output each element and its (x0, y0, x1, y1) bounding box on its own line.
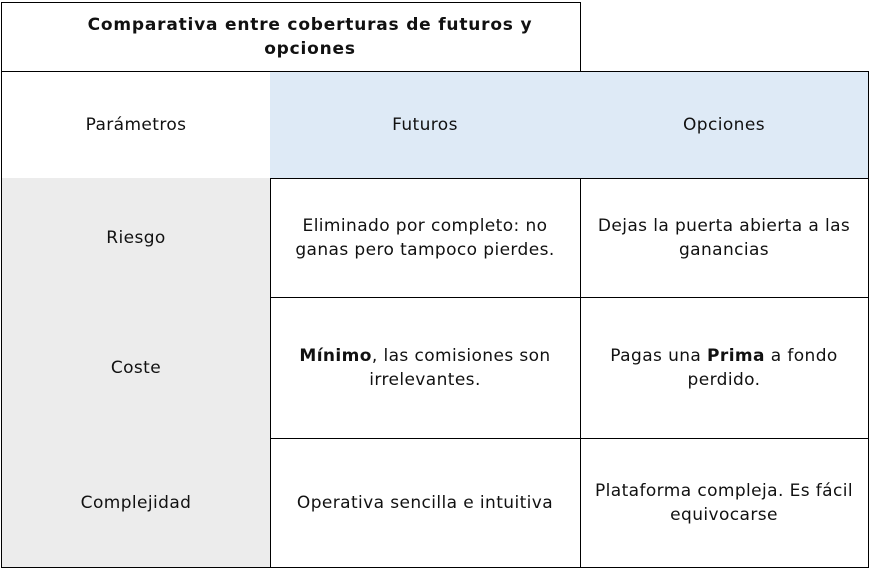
text-pre: Pagas una (610, 345, 708, 366)
parametro-label: Coste (110, 357, 162, 378)
cell-text (580, 214, 868, 262)
row-coste-opciones (580, 297, 869, 439)
row-complejidad-futuros (270, 438, 581, 568)
row-coste-parametro (1, 297, 271, 439)
header-parametros-label: Parámetros (85, 115, 187, 135)
row-riesgo-opciones (580, 178, 869, 298)
table-title-text: Comparativa entre coberturas de futuros y opciones (87, 15, 533, 59)
header-parametros (1, 71, 271, 179)
table-title (1, 2, 581, 72)
text-post: Eliminado por completo: no ganas pero tampoco pierdes. (295, 215, 555, 260)
cell-text (580, 479, 868, 527)
text-post: a fondo perdido. (687, 345, 838, 390)
text-pre: Dejas la puerta abierta a las ganancias (597, 215, 851, 260)
header-futuros-label: Futuros (392, 115, 458, 135)
row-coste-futuros (270, 297, 581, 439)
header-opciones (580, 71, 869, 179)
text-post: , las comisiones son irrelevantes. (369, 345, 551, 390)
row-riesgo-futuros (270, 178, 581, 298)
header-opciones-label: Opciones (683, 115, 765, 135)
cell-text (270, 214, 580, 262)
header-futuros (270, 71, 581, 179)
text-pre: Operativa sencilla e intuitiva (296, 492, 554, 513)
cell-text (580, 344, 868, 392)
text-bold: Mínimo (299, 345, 372, 366)
cell-text (287, 491, 563, 515)
parametro-label: Riesgo (106, 227, 166, 248)
text-bold: Prima (707, 345, 765, 366)
cell-text (270, 344, 580, 392)
row-complejidad-parametro (1, 438, 271, 568)
row-riesgo-parametro (1, 178, 271, 298)
parametro-label: Complejidad (80, 492, 192, 513)
text-pre: Plataforma compleja. Es fácil equivocarse (595, 480, 853, 525)
row-complejidad-opciones (580, 438, 869, 568)
